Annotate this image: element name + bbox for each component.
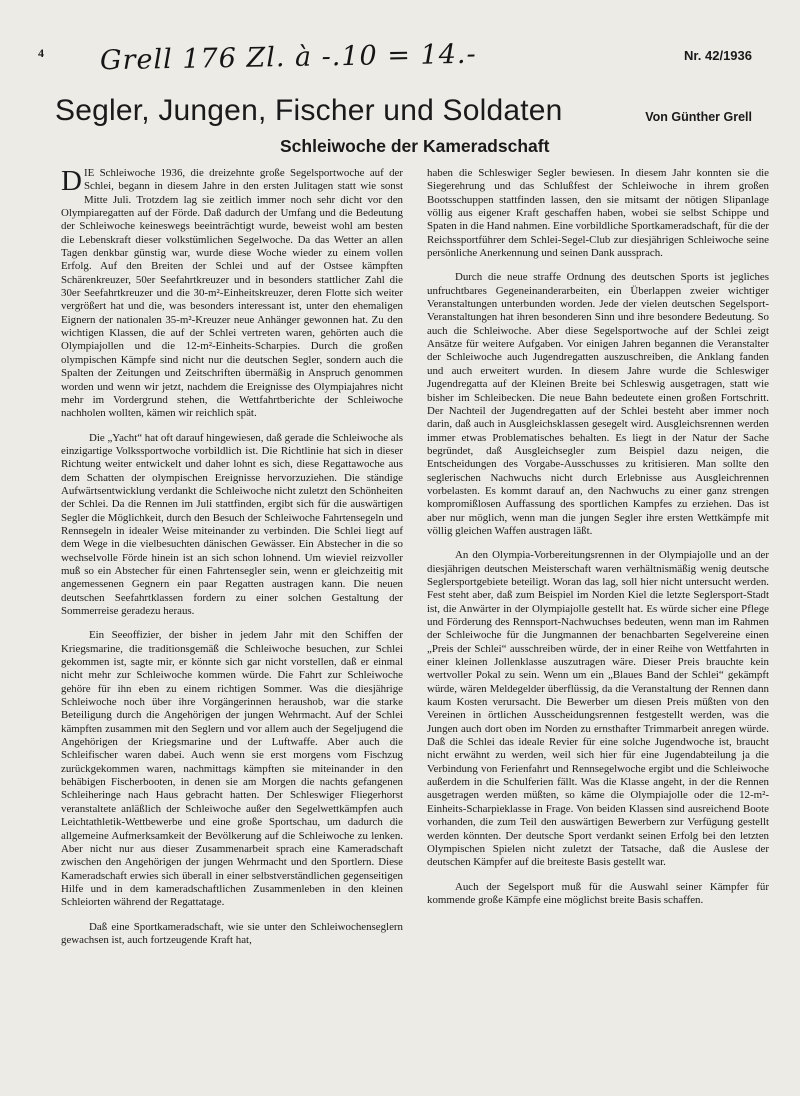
paragraph: Daß eine Sportkameradschaft, wie sie unter den Schleiwochenseglern gewachsen ist, auch fortzeugende Kraft hat, [61, 920, 403, 946]
paragraph: An den Olympia-Vorbereitungsrennen in der Olympiajolle und an der diesjährigen deutschen Meisterschaft waren verhältnismäßig wenig deutsche Seglersportgebiete beteiligt. Woran das lag, soll hier nicht untersucht werden. Fest steht aber, daß zum Beispiel im Norden Kiel die letzte Seglersport-Stadt ist, die Anwärter in der Olympiajolle gestellt hat. Es würde sicher eine Pflege und Förderung des Rennsport-Nachwuchses bedeuten, wenn man im Rahmen der Schleiwoche für die Jungmannen der benachbarten Segelvereine einen „Preis der Schlei“ ausschreiben würde, der in einer Reihe von Wettfahrten in einer kleinen Jollenklasse auszutragen wäre. Dieser Preis brauchte kein wertvoller Pokal zu sein. Wenn um ein „Blaues Band der Schlei“ gekämpft würde, wären Meldegelder überflüssig, da die Veranstaltung der Rennen dann kaum Kosten verursacht. Die Bewerber um diesen Preis müßten von den Vereinen in örtlichen Ausscheidungsrennen festgestellt werden, was die Jungen auch dort oben im Norden zu ernsthafter Trimmarbeit anregen würde. Daß die Schlei das ideale Revier für eine solche Jugendwoche ist, braucht nicht erwähnt zu werden, weil sich hier für eine Jugendabteilung ja die Verbindung von Ferienfahrt und Rennsegelwoche ergibt und die Schleiwoche außerdem in die Schulferien fällt. Was die Klasse angeht, in der die Rennen ausgetragen werden müßten, so käme die Olympiajolle oder die 12-m²-Einheits-Scharpieklasse in Frage. Von beiden Klassen sind ausreichend Boote vorhanden, die zum Teil den auswärtigen Bewerbern zur Verfügung gestellt werden könnten. Der deutsche Sport verdankt seinen Erfolg bei den letzten Olympischen Spielen nicht zuletzt der Tatsache, daß die Auslese der deutschen Kämpfer auf die breiteste Basis gestellt war. [427, 549, 769, 869]
paragraph: haben die Schleswiger Segler bewiesen. In diesem Jahr konnten sie die Siegerehrung und das Schlußfest der Schleiwoche in ihrem großen Bootsschuppen stattfinden lassen, den sie mitsamt der nötigen Slipanlage völlig aus eigener Kraft geschaffen haben, wobei sie selbst Schippe und Spaten in die Hand nahmen. Eine vorbildliche Sportkameradschaft, für die der Reichssportführer dem Schlei-Segel-Club zur diesjährigen Schleiwoche seine persönliche Anerkennung und seinen Dank aussprach. [427, 167, 769, 260]
paragraph: Die „Yacht“ hat oft darauf hingewiesen, daß gerade die Schleiwoche als einzigartige Volkssportwoche vorbildlich ist. Die Richtlinie hat sich in dieser Richtung weiter entwickelt und daher lohnt es sich, diese Regattawoche aus dem Schatten der olympischen Ereignisse hervorzuziehen. Die ständige Aufwärtsentwicklung verdankt die Schleiwoche nicht zuletzt den Schönheiten der Schlei. Da die Rennen im Juli stattfinden, ergibt sich für die auswärtigen Segler die Möglichkeit, durch den Besuch der Schleiwoche Fahrtensegeln und Rennsegeln in idealer Weise miteinander zu verbinden. Die Schlei liegt auf dem Wege in die vielbesuchten dänischen Gewässer. Ein Abstecher in die so wechselvolle Förde hinein ist an sich schon lohnend. Um wieviel reizvoller muß so ein Abstecher für einen Fahrtensegler sein, wenn er gleichzeitig mit angemessenen Gegnern ein paar Regatten austragen kann. Die neuen deutschen Seefahrtklassen fordern zu einer solchen Gestaltung der Sommerreise geradezu heraus. [61, 431, 403, 617]
text-column-right [427, 167, 769, 907]
article-title: Segler, Jungen, Fischer und Soldaten [55, 94, 563, 127]
paragraph: Durch die neue straffe Ordnung des deutschen Sports ist jegliches unfruchtbares Gegeneinanderarbeiten, ein Überlappen zweier wichtiger Veranstaltungen unterbunden worden. Jede der vielen deutschen Segelsport-Veranstaltungen hat ihren besonderen Sinn und ihre besondere Bedeutung. So auch die Schleiwoche. Aber diese Segelsportwoche auf der Schlei zeigt Ansätze für weitere Aufgaben. Vor einigen Jahren begannen die Veranstalter der Schleiwoche auch Jugendregatten auszuschreiben, die Anklang fanden und auch erweitert wurden. In diesem Jahre wurde die Schleswiger Jugendregatta auf der Kleinen Breite bei Schleswig ausgetragen, statt wie bisher im Schleibecken. Die neue Bahn bedeutete einen großen Fortschritt. Der Nachteil der Jugendregatten auf der Schlei besteht aber immer noch darin, daß auch in Ausgleichsklassen gesegelt wird. Ausgleichsrennen werden immer etwas Problematisches behalten. Es liegt in der Natur der Sache begründet, daß Ausgleichsegler zum Beispiel dazu neigen, die Entscheidungen des Vorgabe-Ausschusses zu kritisieren. Man sollte den seglerischen Nachwuchs nicht durch Erlebnisse aus Ausgleichrennen vorbelasten. Es kommt darauf an, den Nachwuchs zu einer ganz strengen kompromißlosen Auffassung des sportlichen Kampfes zu erziehen. Das ist aber nur möglich, wenn man die jungen Segler ihre ersten Wettkämpfe mit völlig gleichen Waffen austragen läßt. [427, 271, 769, 537]
paragraph: Auch der Segelsport muß für die Auswahl seiner Kämpfer für kommende große Kämpfe eine möglichst breite Basis schaffen. [427, 880, 769, 906]
page-number: 4 [38, 46, 44, 60]
article-subtitle: Schleiwoche der Kameradschaft [280, 136, 550, 156]
text-column-left [61, 167, 403, 947]
issue-number: Nr. 42/1936 [684, 48, 752, 63]
author-byline: Von Günther Grell [645, 110, 752, 124]
paragraph: Ein Seeoffizier, der bisher in jedem Jahr mit den Schiffen der Kriegsmarine, die traditionsgemäß die Schleiwoche besuchen, zur Schlei gekommen ist, sagte mir, er könnte sich gar nicht vorstellen, daß er einmal nicht mehr zur Schleiwoche kommen würde. Die Fahrt zur Schleiwoche gehöre für ihn eben zu einem richtigen Sommer. Was die diesjährige Schleiwoche noch über ihre Vorgängerinnen heraushob, war die starke Beteiligung durch die Angehörigen der jungen Wehrmacht. Auf der Schlei kämpften zusammen mit den Seglern und vor allem auch der Segeljugend die Angehörigen der Kriegsmarine und der Luftwaffe. Aber auch die Schleifischer waren dabei. Auch wenn sie erst morgens vom Fischzug zurückgekommen waren, nachmittags kämpften sie miteinander in den behäbigen Fischerbooten, in denen sie am Morgen die nachts gefangenen Schleiheringe nach Haus gebracht hatten. Der Schleswiger Fliegerhorst veranstaltete anläßlich der Schleiwoche außer den Segelwettkämpfen auch Leichtathletik-Wettbewerbe und eine große Sportschau, um dadurch die allgemeine Aufmerksamkeit der Bevölkerung auf die Schleiwoche zu lenken. Aber nicht nur aus dieser Zusammenarbeit sprach eine Kameradschaft zwischen den Angehörigen der jungen Wehrmacht und den Sportlern. Diese Kameradschaft erwies sich überall in einer selbstverständlichen gegenseitigen Hilfe und in dem kameradschaftlichen Zusammenleben in den kleinen Schleiorten während der Regattatage. [61, 629, 403, 909]
paragraph: DIE Schleiwoche 1936, die dreizehnte große Segelsportwoche auf der Schlei, begann in diesem Jahre in den ersten Julitagen statt wie sonst Mitte Juli. Trotzdem lag sie zeitlich immer noch sehr dicht vor den Olympiaregatten auf der Förde. Daß dadurch der Umfang und die Bedeutung der Schleiwoche keineswegs beeinträchtigt wurde, beweist wohl am besten die Lebenskraft dieser volkstümlichen Segelwoche. Da das Wetter an allen Tagen denkbar günstig war, wurde diese Woche wieder zu einem vollen Erfolg. Auf den Breiten der Schlei und auf der Ostsee kämpften Schärenkreuzer, 50er Seefahrtkreuzer und in besonders stattlicher Zahl die 30er Seefahrtkreuzer und die 30-m²-Einheitskreuzer, deren Flotte sich weiter vergrößert hat und die, was besonders interessant ist, unter den ehemaligen Eignern der nationalen 35-m²-Kreuzer neue Anhänger gewonnen hat. Zu den wichtigen Klassen, die auf der Schlei vertreten waren, gehörten auch die Olympiajollen und die 12-m²-Einheits-Scharpies. Durch die großen olympischen Kämpfe sind nicht nur die deutschen Segler, sondern auch die Spalten der Zeitungen und Zeitschriften übermäßig in Anspruch genommen worden und wenn wir jetzt, nachdem die Ereignisse des Olympiajahres nicht mehr im Vordergrund stehen, die Wettfahrtberichte der Schleiwoche nachholen wollten, kämen wir reichlich spät. [61, 165, 403, 420]
handwritten-note: Grell 176 Zl. à -.10 = 14.- [99, 38, 477, 77]
